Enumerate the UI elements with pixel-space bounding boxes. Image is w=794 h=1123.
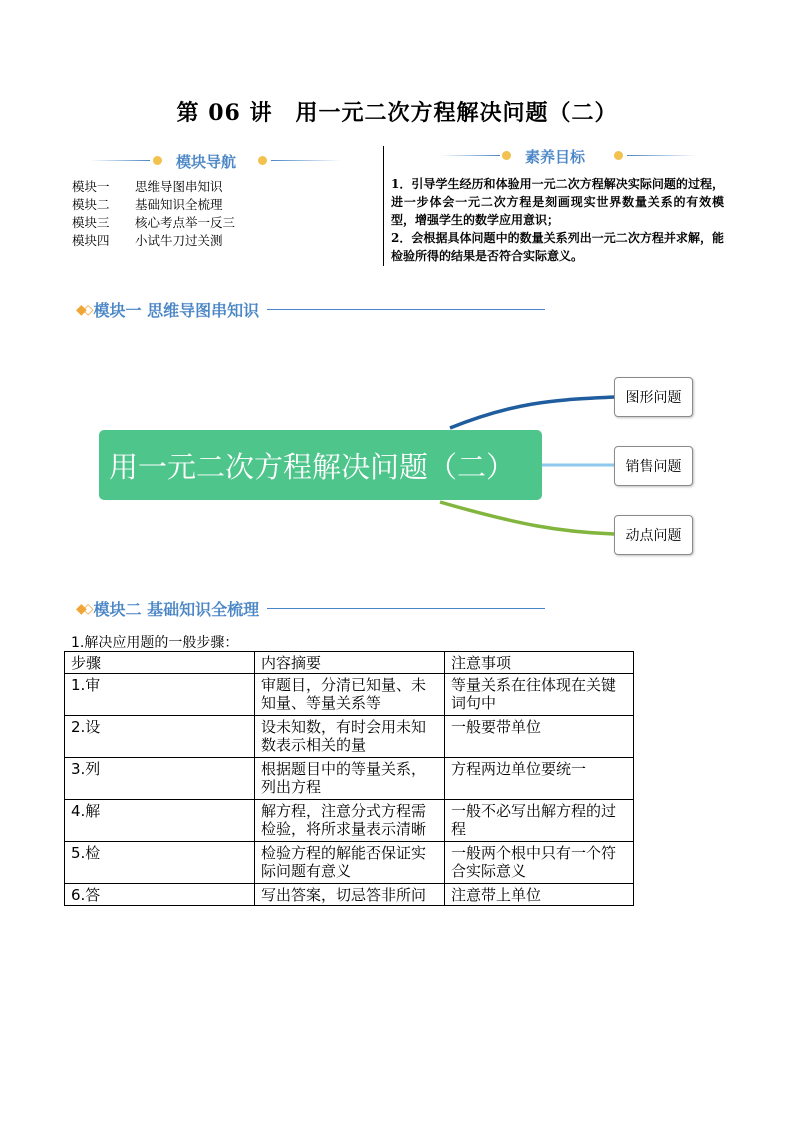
note-cell: 一般要带单位 — [445, 716, 634, 758]
module2-label: 模块二 基础知识全梳理 — [93, 600, 260, 619]
summary-cell: 写出答案，切忌答非所问 — [255, 884, 445, 906]
mindmap-center-node: 用一元二次方程解决问题（二） — [99, 430, 542, 500]
diamond-arrows-icon: ◆◇ — [76, 600, 90, 617]
nav-item-label: 思维导图串知识 — [135, 179, 223, 194]
step-cell: 3.列 — [65, 758, 255, 800]
branch-connector-3 — [440, 502, 614, 534]
note-cell: 注意带上单位 — [445, 884, 634, 906]
branch-connector-1 — [450, 397, 614, 428]
table-row — [65, 800, 634, 842]
step-cell: 1.审 — [65, 674, 255, 716]
module1-label: 模块一 思维导图串知识 — [93, 301, 260, 320]
goal-item-2: 2．会根据具体问题中的数量关系列出一元二次方程并求解，能检验所得的结果是否符合实际意义。 — [391, 231, 724, 263]
summary-cell: 设未知数，有时会用未知数表示相关的量 — [255, 716, 445, 758]
nav-item-label: 小试牛刀过关测 — [135, 233, 223, 248]
step-cell: 5.检 — [65, 842, 255, 884]
module2-header — [76, 597, 545, 620]
table-row — [65, 884, 634, 906]
nav-item-key: 模块二 — [72, 197, 110, 212]
note-cell: 等量关系在往体现在关键词句中 — [445, 674, 634, 716]
header-cell: 内容摘要 — [255, 652, 445, 674]
table-header-row — [65, 652, 634, 674]
header-cell: 步骤 — [65, 652, 255, 674]
module2-rule — [267, 608, 545, 609]
step-cell: 6.答 — [65, 884, 255, 906]
step-cell: 2.设 — [65, 716, 255, 758]
summary-cell: 解方程，注意分式方程需检验，将所求量表示清晰 — [255, 800, 445, 842]
table-row — [65, 842, 634, 884]
goal-item-1: 1．引导学生经历和体验用一元二次方程解决实际问题的过程，进一步体会一元二次方程是刻画现实世界数量关系的有效模型，增强学生的数学应用意识； — [391, 177, 724, 227]
mindmap-branch-sales-problem[interactable]: 销售问题 — [614, 446, 693, 486]
steps-table — [64, 651, 634, 906]
steps-intro: 1.解决应用题的一般步骤： — [71, 635, 239, 651]
table-row — [65, 716, 634, 758]
nav-item-key: 模块三 — [72, 215, 110, 230]
mindmap-branch-shape-problem[interactable]: 图形问题 — [614, 377, 693, 417]
nav-item-key: 模块四 — [72, 233, 110, 248]
table-row — [65, 758, 634, 800]
step-cell: 4.解 — [65, 800, 255, 842]
summary-cell: 根据题目中的等量关系，列出方程 — [255, 758, 445, 800]
summary-cell: 审题目，分清已知量、未知量、等量关系等 — [255, 674, 445, 716]
note-cell: 一般不必写出解方程的过程 — [445, 800, 634, 842]
summary-cell: 检验方程的解能否保证实际问题有意义 — [255, 842, 445, 884]
diamond-arrows-icon: ◆◇ — [76, 301, 90, 318]
note-cell: 一般两个根中只有一个符合实际意义 — [445, 842, 634, 884]
nav-item-label: 核心考点举一反三 — [135, 215, 236, 230]
goals-heading: 素养目标 — [525, 148, 586, 166]
note-cell: 方程两边单位要统一 — [445, 758, 634, 800]
mindmap-branch-moving-point-problem[interactable]: 动点问题 — [614, 515, 693, 555]
nav-item-label: 基础知识全梳理 — [135, 197, 223, 212]
nav-heading: 模块导航 — [176, 153, 237, 171]
nav-item-key: 模块一 — [72, 179, 110, 194]
page-title: 第 06 讲 用一元二次方程解决问题（二） — [176, 100, 618, 126]
header-cell: 注意事项 — [445, 652, 634, 674]
table-row — [65, 674, 634, 716]
